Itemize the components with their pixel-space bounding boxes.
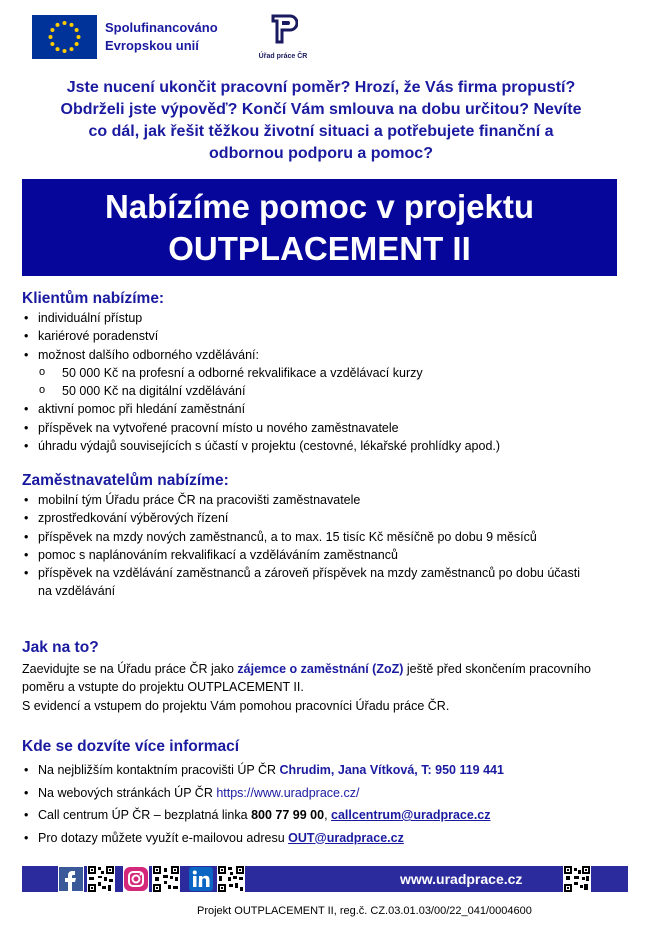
employers-heading: Zaměstnavatelům nabízíme: [22,472,229,489]
eu-line1: Spolufinancováno [105,20,218,35]
list-item: • individuální přístup [22,309,622,327]
linkedin-qr-code [217,865,245,893]
info-text: Pro dotazy můžete využít e-mailovou adresu [38,830,289,845]
banner-line1: Nabízíme pomoc v projektu [104,187,535,225]
intro-line: odbornou podporu a pomoc? [209,145,433,162]
clients-section [22,289,622,455]
eu-logo [32,15,218,59]
project-registration-code: Projekt OUTPLACEMENT II, reg.č. CZ.03.01.03/00/22_041/0004600 [197,905,532,917]
eu-cofinanced-text [105,19,218,55]
eu-line2: Evropskou unií [105,38,199,53]
instagram-qr-code [152,865,180,893]
contact-office: Chrudim, Jana Vítková, T: 950 119 441 [279,763,504,777]
intro-line: co dál, jak řešit těžkou životní situaci a potřebujete finanční a [88,123,554,140]
intro-line: Obdrželi jste výpověď? Končí Vám smlouva na dobu určitou? Nevíte [60,101,582,118]
howto-highlight: zájemce o zaměstnání (ZoZ) [237,662,404,676]
website-qr-code [563,865,591,893]
list-item: • aktivní pomoc při hledání zaměstnání [22,400,622,418]
intro-questions [22,77,620,165]
website-footer-text[interactable]: www.uradprace.cz [400,871,523,887]
howto-section [22,638,617,715]
list-item [22,759,622,782]
list-item [22,827,622,850]
linkedin-icon[interactable] [188,866,214,892]
intro-line: Jste nucení ukončit pracovní poměr? Hrozí, že Vás firma propustí? [66,79,576,96]
info-list [22,759,622,849]
banner-line2: OUTPLACEMENT II [168,229,471,267]
list-item [22,782,622,805]
sub-list [22,364,622,401]
list-item: • příspěvek na vytvořené pracovní místo u nového zaměstnavatele [22,419,622,437]
info-section [22,737,622,849]
list-item: • úhradu výdajů souvisejících s účastí v projektu (cestovné, lékařské prohlídky apod.) [22,437,622,455]
employers-list [22,491,597,601]
list-item: • mobilní tým Úřadu práce ČR na pracovišti zaměstnavatele [22,491,597,509]
list-item: • pomoc s naplánováním rekvalifikací a vzděláváním zaměstnanců [22,546,597,564]
up-label: Úřad práce ČR [258,53,308,60]
sub-list-item: o 50 000 Kč na digitální vzdělávání [22,382,622,400]
list-item [22,804,622,827]
howto-text: Zaevidujte se na Úřadu práce ČR jako [22,662,238,676]
list-item [22,346,622,401]
facebook-qr-code [87,865,115,893]
info-text: Call centrum ÚP ČR – bezplatná linka [38,808,252,822]
title-banner [22,179,617,276]
call-centre-email-link[interactable]: callcentrum@uradprace.cz [331,808,491,822]
out-email-link[interactable]: OUT@uradprace.cz [288,830,404,845]
list-item-text: možnost dalšího odborného vzdělávání: [38,347,259,362]
info-heading: Kde se dozvíte více informací [22,738,240,755]
list-item: • příspěvek na mzdy nových zaměstnanců, a to max. 15 tisíc Kč měsíčně po dobu 9 měsíců [22,528,597,546]
eu-flag-icon [32,15,97,59]
howto-paragraph: S evidencí a vstupem do projektu Vám pomohou pracovníci Úřadu práce ČR. [22,698,450,713]
sub-list-item: o 50 000 Kč na profesní a odborné rekvalifikace a vzdělávací kurzy [22,364,622,382]
website-link[interactable]: https://www.uradprace.cz/ [216,785,360,800]
info-text: Na nejbližším kontaktním pracovišti ÚP ČR [38,763,280,777]
list-item: • příspěvek na vzdělávání zaměstnanců a zároveň příspěvek na mzdy zaměstnanců po dobu účasti na vzdělávání [22,564,597,601]
howto-text: ještě před skončením pracovního poměru a vstupte do projektu OUTPLACEMENT II. [22,662,592,695]
clients-list [22,309,622,455]
employers-section [22,471,622,601]
list-item: • kariérové poradenství [22,327,622,345]
call-centre-phone: 800 77 99 00 [251,808,325,822]
facebook-icon[interactable] [58,866,84,892]
clients-heading: Klientům nabízíme: [22,290,165,307]
up-logo [243,12,323,60]
howto-paragraph [22,660,617,697]
list-item: • zprostředkování výběrových řízení [22,509,597,527]
info-separator: , [324,808,332,822]
instagram-icon[interactable] [123,866,149,892]
info-text: Na webových stránkách ÚP ČR [38,785,217,800]
up-emblem-icon [268,12,298,46]
howto-heading: Jak na to? [22,639,99,656]
